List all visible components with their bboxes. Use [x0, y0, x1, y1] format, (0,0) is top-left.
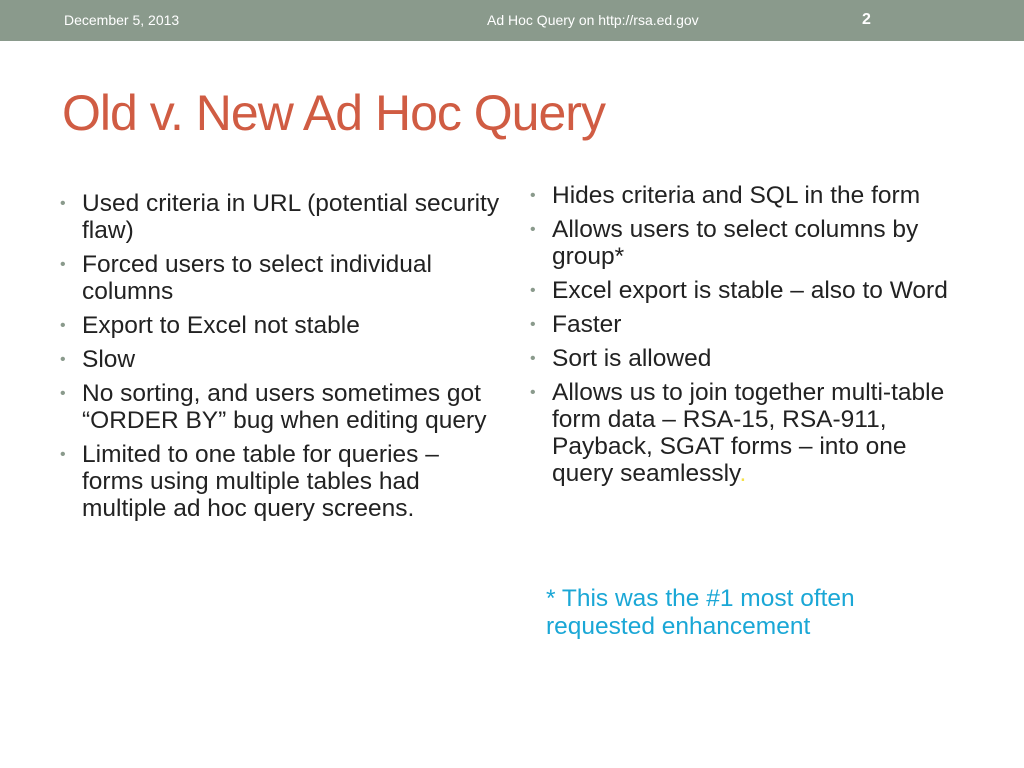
- list-item: [60, 346, 500, 373]
- accent-period: .: [739, 460, 747, 487]
- enhancement-note: * This was the #1 most often requested enhancement: [546, 585, 855, 640]
- list-item: [530, 182, 966, 209]
- list-item-text: Forced users to select individual columns: [82, 251, 432, 305]
- list-item-text: Slow: [82, 346, 136, 373]
- list-item: [530, 216, 966, 270]
- bullet-icon: •: [530, 350, 536, 367]
- old-query-list: [60, 190, 500, 529]
- slide-footer-title: Ad Hoc Query on http://rsa.ed.gov: [487, 12, 699, 28]
- list-item: [530, 311, 966, 338]
- list-item: [60, 251, 500, 305]
- bullet-icon: •: [530, 187, 536, 204]
- slide-header-bar: [0, 0, 1024, 41]
- list-item-text: No sorting, and users sometimes got “ORDER BY” bug when editing query: [82, 380, 487, 434]
- bullet-icon: •: [60, 446, 66, 463]
- bullet-icon: •: [60, 385, 66, 402]
- list-item-text: Hides criteria and SQL in the form: [552, 182, 921, 209]
- bullet-icon: •: [60, 256, 66, 273]
- list-item: [530, 277, 966, 304]
- list-item: [530, 379, 966, 487]
- bullet-icon: •: [60, 351, 66, 368]
- list-item: [60, 190, 500, 244]
- list-item: [60, 312, 500, 339]
- bullet-icon: •: [530, 221, 536, 238]
- list-item-text: Allows users to select columns by group*: [552, 216, 919, 270]
- list-item-text: Sort is allowed: [552, 345, 712, 372]
- bullet-icon: •: [530, 282, 536, 299]
- slide-date: December 5, 2013: [64, 12, 180, 28]
- list-item-text: Used criteria in URL (potential security flaw): [82, 190, 500, 244]
- list-item-text: Excel export is stable – also to Word: [552, 277, 948, 304]
- list-item: [60, 380, 500, 434]
- slide-number: 2: [862, 11, 871, 28]
- list-item: [60, 441, 500, 522]
- bullet-icon: •: [530, 384, 536, 401]
- list-item: [530, 345, 966, 372]
- list-item-text: Export to Excel not stable: [82, 312, 360, 339]
- bullet-icon: •: [60, 317, 66, 334]
- list-item-text: Faster: [552, 311, 622, 338]
- bullet-icon: •: [530, 316, 536, 333]
- bullet-icon: •: [60, 195, 66, 212]
- new-query-list: [530, 182, 966, 494]
- list-item-text: Limited to one table for queries – forms using multiple tables had multiple ad hoc query screens.: [82, 441, 439, 522]
- slide-title: Old v. New Ad Hoc Query: [62, 85, 605, 141]
- list-item-text: Allows us to join together multi-table form data – RSA-15, RSA-911, Payback, SGAT forms – into one query seamlessly: [552, 379, 945, 487]
